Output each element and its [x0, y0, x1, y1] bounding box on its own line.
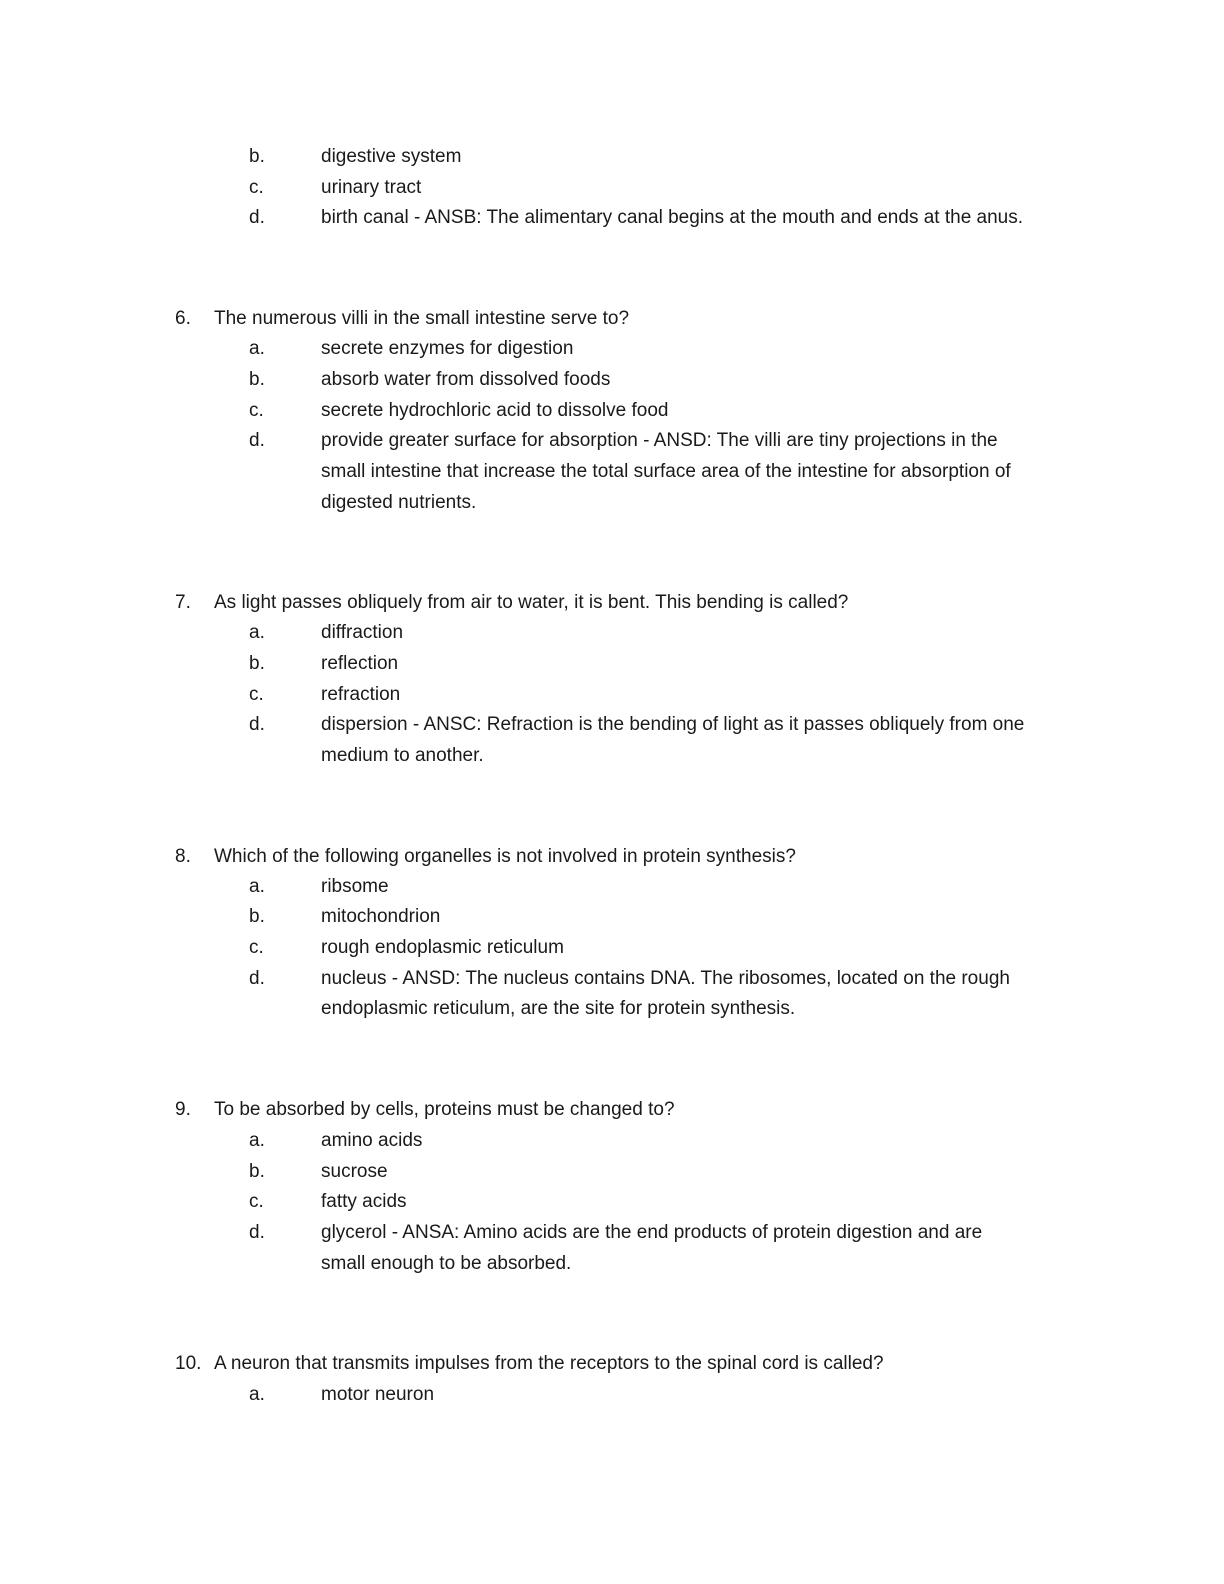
question-number: 9. [175, 1099, 191, 1120]
option-text: ribsome [321, 876, 389, 897]
question-number: 7. [175, 592, 191, 613]
option-letter: c. [249, 400, 264, 421]
option-letter: a. [249, 338, 265, 359]
option-letter: d. [249, 714, 265, 735]
option-letter: c. [249, 684, 264, 705]
question-text: As light passes obliquely from air to water, it is bent. This bending is called? [214, 592, 849, 613]
option-text: provide greater surface for absorption - ANSD: The villi are tiny projections in the [321, 430, 998, 451]
option-text: diffraction [321, 622, 404, 643]
question-text: To be absorbed by cells, proteins must be changed to? [214, 1099, 675, 1120]
option-text: mitochondrion [321, 906, 441, 927]
option-text-continued: endoplasmic reticulum, are the site for protein synthesis. [321, 998, 796, 1019]
option-text: digestive system [321, 146, 462, 167]
question-text: The numerous villi in the small intestine serve to? [214, 308, 630, 329]
option-text: urinary tract [321, 177, 422, 198]
option-text: motor neuron [321, 1384, 435, 1405]
option-letter: b. [249, 146, 265, 167]
option-letter: a. [249, 876, 265, 897]
question-text: Which of the following organelles is not involved in protein synthesis? [214, 846, 796, 867]
option-letter: d. [249, 968, 265, 989]
option-letter: a. [249, 622, 265, 643]
question-number: 6. [175, 308, 191, 329]
option-text: refraction [321, 684, 401, 705]
option-letter: b. [249, 653, 265, 674]
option-text: fatty acids [321, 1191, 407, 1212]
option-letter: d. [249, 1222, 265, 1243]
option-text: rough endoplasmic reticulum [321, 937, 564, 958]
option-letter: d. [249, 207, 265, 228]
option-text: dispersion - ANSC: Refraction is the bending of light as it passes obliquely from one [321, 714, 1025, 735]
option-text: absorb water from dissolved foods [321, 369, 611, 390]
option-letter: d. [249, 430, 265, 451]
option-letter: b. [249, 369, 265, 390]
option-letter: c. [249, 177, 264, 198]
option-text-continued: small intestine that increase the total surface area of the intestine for absorption of [321, 461, 1011, 482]
option-letter: c. [249, 937, 264, 958]
option-letter: b. [249, 1161, 265, 1182]
option-letter: a. [249, 1130, 265, 1151]
option-text: nucleus - ANSD: The nucleus contains DNA. The ribosomes, located on the rough [321, 968, 1010, 989]
option-text-continued: digested nutrients. [321, 492, 477, 513]
option-text: glycerol - ANSA: Amino acids are the end products of protein digestion and are [321, 1222, 983, 1243]
option-text-continued: small enough to be absorbed. [321, 1253, 572, 1274]
option-text: amino acids [321, 1130, 423, 1151]
option-letter: b. [249, 906, 265, 927]
question-text: A neuron that transmits impulses from the receptors to the spinal cord is called? [214, 1353, 884, 1374]
option-text: secrete enzymes for digestion [321, 338, 574, 359]
option-letter: c. [249, 1191, 264, 1212]
option-text: birth canal - ANSB: The alimentary canal begins at the mouth and ends at the anus. [321, 207, 1024, 228]
option-text: secrete hydrochloric acid to dissolve food [321, 400, 669, 421]
question-number: 8. [175, 846, 191, 867]
option-text: sucrose [321, 1161, 388, 1182]
option-text: reflection [321, 653, 399, 674]
option-text-continued: medium to another. [321, 745, 484, 766]
option-letter: a. [249, 1384, 265, 1405]
question-number: 10. [175, 1353, 202, 1374]
